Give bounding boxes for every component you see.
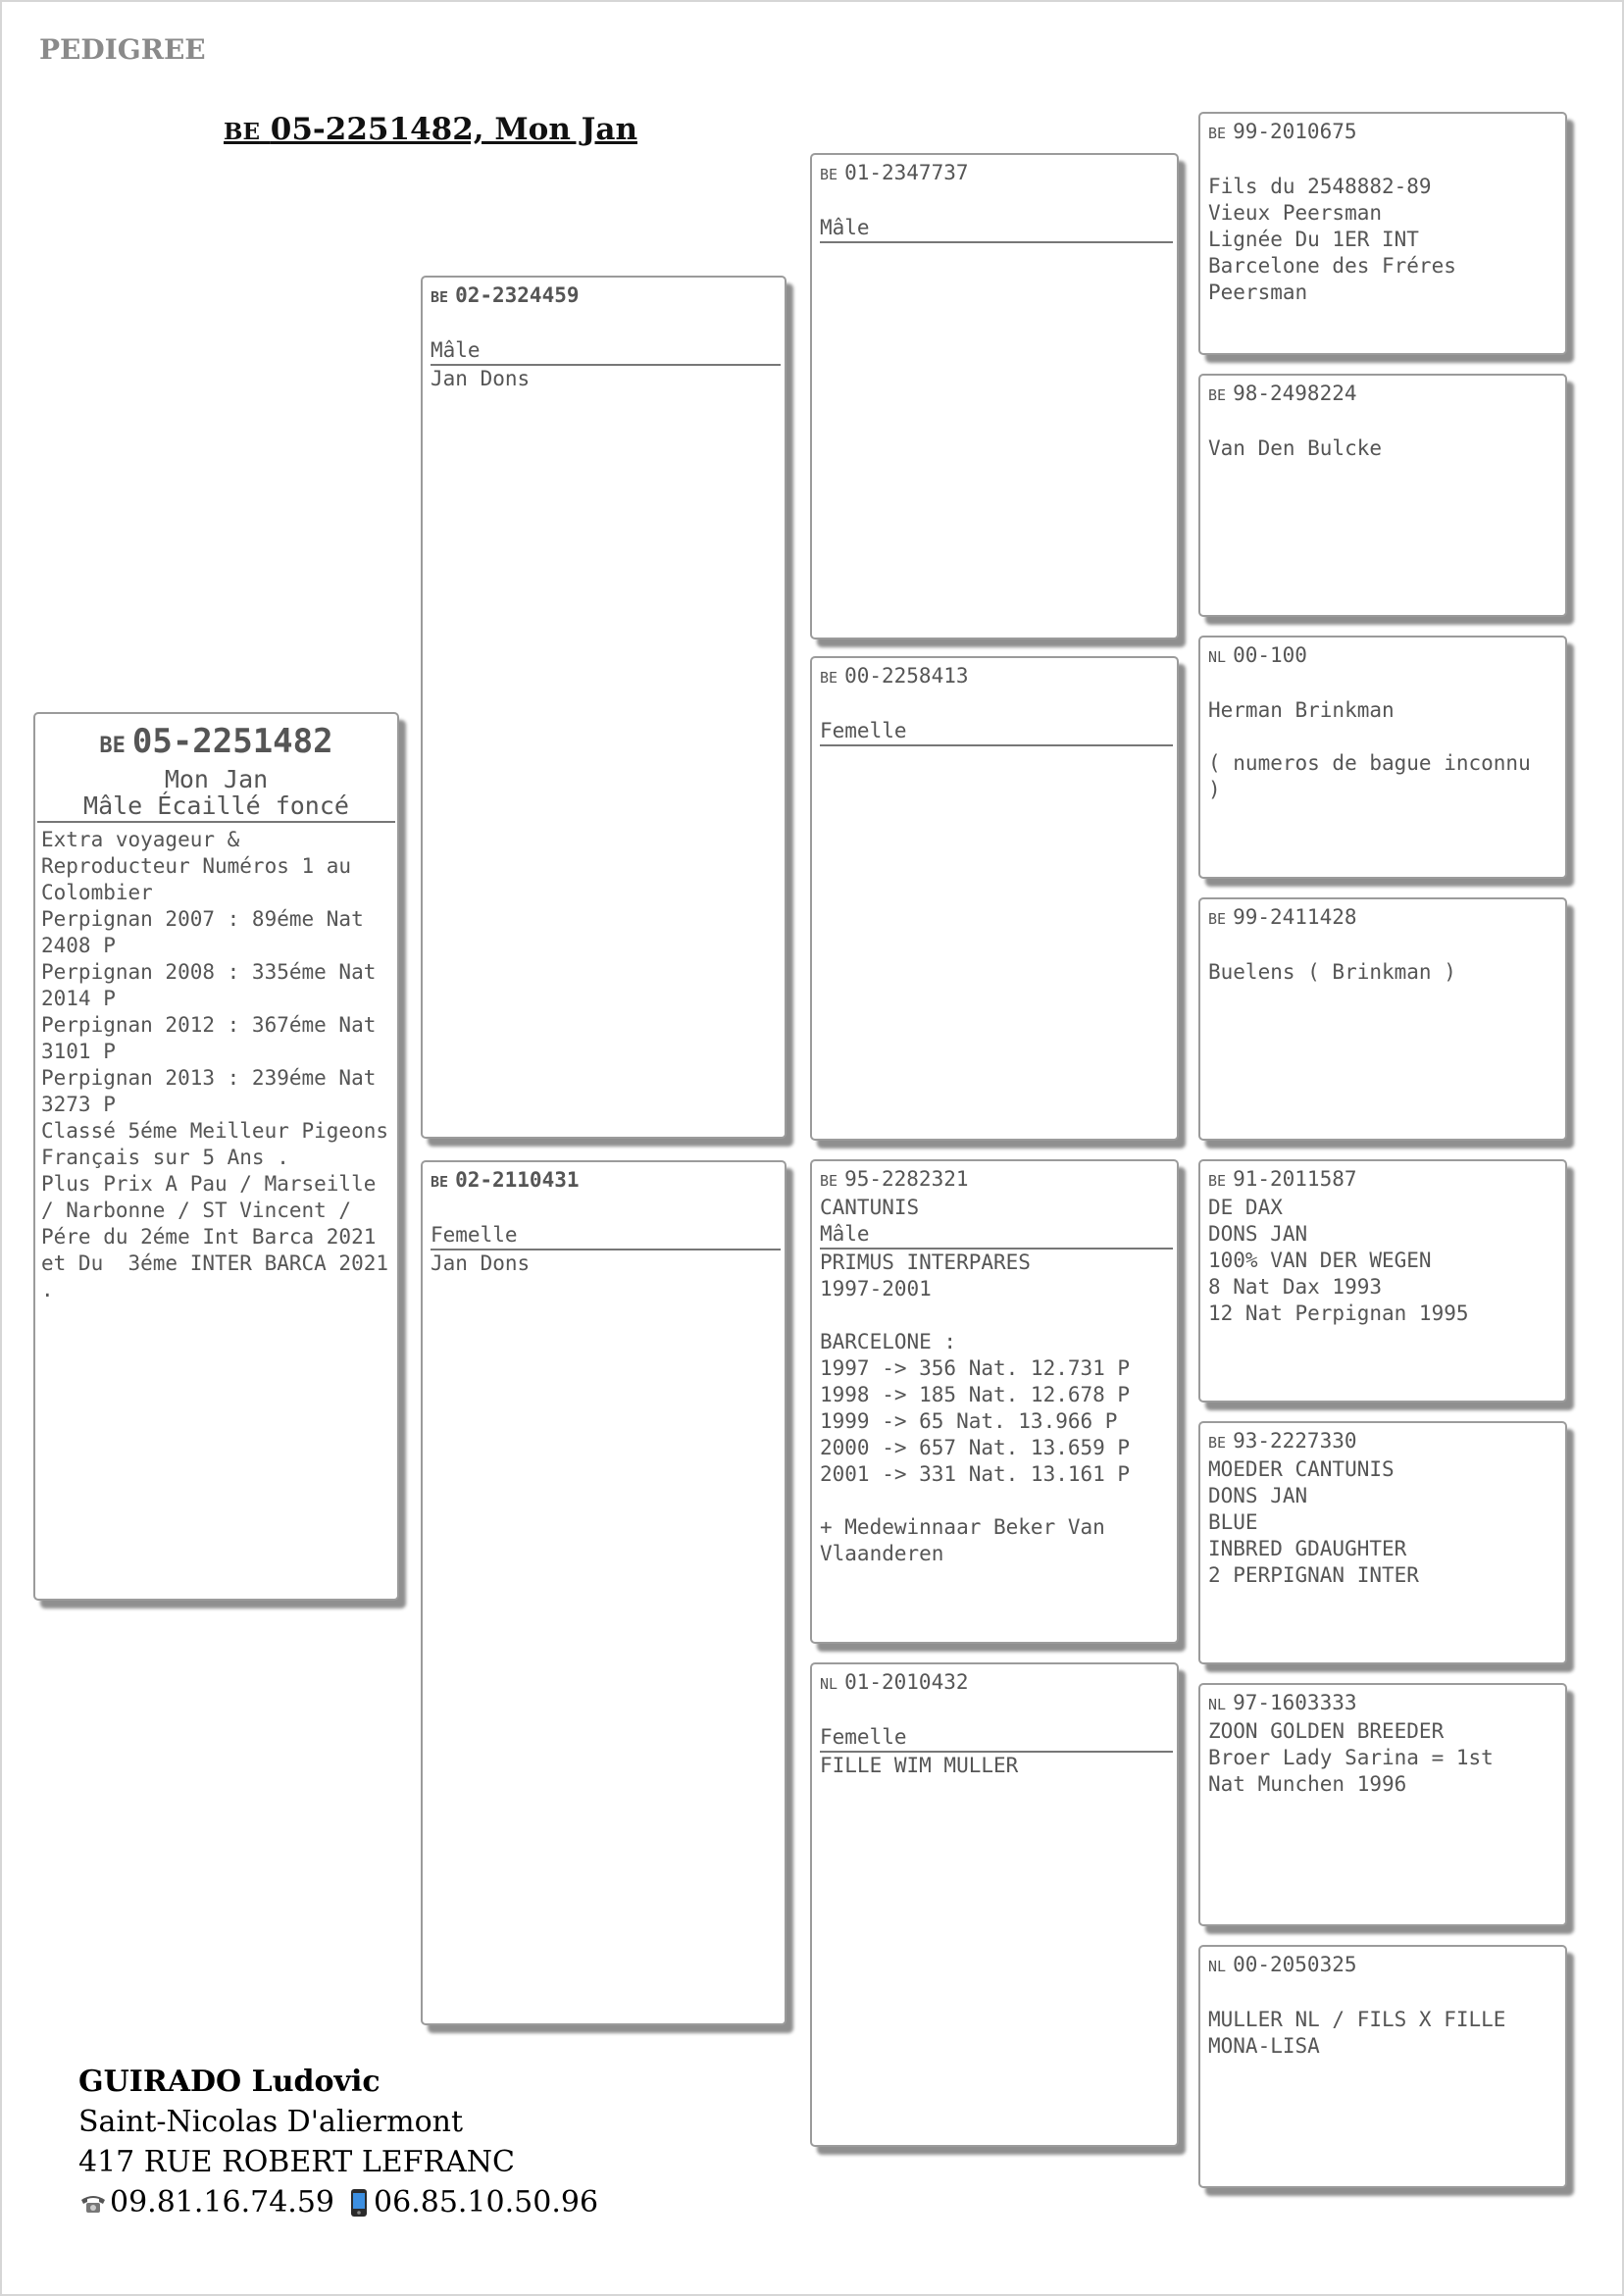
ggp-line: ( numeros de bague inconnu — [1208, 751, 1531, 775]
gsire2-line: + Medewinnaar Beker Van — [820, 1515, 1105, 1539]
sire-ring-number: 02-2324459 — [455, 283, 580, 307]
gsire2-pre-line: CANTUNIS — [820, 1196, 920, 1219]
ggp-ring-number: 00-100 — [1233, 643, 1307, 667]
ggp-country-code: NL — [1208, 1696, 1227, 1713]
mobile-phone-icon — [348, 2188, 370, 2218]
ggp-line: 8 Nat Dax 1993 — [1208, 1275, 1383, 1299]
ggp-ring-number: 99-2411428 — [1233, 905, 1357, 929]
ggp-country-code: BE — [1208, 1172, 1227, 1190]
ggp-line: Broer Lady Sarina = 1st — [1208, 1746, 1494, 1769]
gsire2-line: 1997 -> 356 Nat. 12.731 P — [820, 1356, 1131, 1380]
ggp-ring — [1208, 381, 1557, 409]
subject-country-code: BE — [99, 734, 126, 758]
dam-ring — [431, 1167, 777, 1196]
ggp-ring-number: 99-2010675 — [1233, 120, 1357, 143]
gsire2-ring-number: 95-2282321 — [844, 1167, 969, 1191]
ggp-country-code: BE — [1208, 386, 1227, 404]
great-grandparent-card — [1198, 1159, 1567, 1403]
ggp-line — [1208, 724, 1557, 750]
telephone-icon — [78, 2191, 108, 2215]
ggp-ring — [1208, 904, 1557, 933]
owner-phone: 09.81.16.74.59 — [110, 2185, 335, 2219]
owner-name: GUIRADO Ludovic — [78, 2065, 381, 2099]
gsire2-sex: Mâle — [820, 1221, 1173, 1250]
ggp-ring — [1208, 119, 1557, 147]
subject-name: Mon Jan — [164, 765, 269, 793]
ggp-ring — [1208, 1952, 1557, 1980]
great-grandparent-card — [1198, 1421, 1567, 1664]
ggp-line: ZOON GOLDEN BREEDER — [1208, 1719, 1445, 1743]
gsire2-line: 1997-2001 — [820, 1277, 932, 1301]
gsire2-line: 1999 -> 65 Nat. 13.966 P — [820, 1409, 1118, 1433]
ggp-line: DE DAX — [1208, 1196, 1283, 1219]
gdam2-ring-number: 01-2010432 — [844, 1670, 969, 1694]
sire-country-code: BE — [431, 288, 449, 306]
ggp-line: Barcelone des Fréres — [1208, 254, 1456, 278]
ggp-line: Nat Munchen 1996 — [1208, 1772, 1407, 1796]
ggp-line: Peersman — [1208, 281, 1308, 304]
great-grandparent-card — [1198, 1683, 1567, 1926]
ggp-country-code: BE — [1208, 910, 1227, 928]
page-heading: PEDIGREE — [39, 33, 206, 66]
ggp-country-code: BE — [1208, 125, 1227, 142]
gsire2-card — [810, 1159, 1179, 1644]
gsire2-lines — [820, 1250, 1169, 1567]
gdam2-ring — [820, 1669, 1169, 1698]
ggp-line: Vieux Peersman — [1208, 201, 1383, 225]
ggp-line: Herman Brinkman — [1208, 698, 1395, 722]
ggp-line: ) — [1208, 778, 1221, 801]
ggp-ring — [1208, 1690, 1557, 1718]
ggp-line: 100% VAN DER WEGEN — [1208, 1249, 1432, 1272]
gdam1-ring-number: 00-2258413 — [844, 664, 969, 688]
dam-line: Jan Dons — [431, 1251, 531, 1275]
sire-ring — [431, 282, 777, 311]
gsire1-card — [810, 153, 1179, 639]
ggp-line: Buelens ( Brinkman ) — [1208, 960, 1456, 984]
great-grandparent-card — [1198, 636, 1567, 879]
sire-card — [421, 276, 787, 1139]
dam-ring-number: 02-2110431 — [455, 1168, 580, 1192]
gsire2-line: PRIMUS INTERPARES — [820, 1250, 1031, 1274]
ggp-line: MONA-LISA — [1208, 2034, 1320, 2058]
gsire2-country-code: BE — [820, 1172, 838, 1190]
title-text: 05-2251482, Mon Jan — [270, 112, 637, 147]
gsire2-line: BARCELONE : — [820, 1330, 957, 1353]
ggp-ring — [1208, 1166, 1557, 1195]
ggp-ring-number: 98-2498224 — [1233, 382, 1357, 405]
ggp-country-code: BE — [1208, 1434, 1227, 1452]
gsire2-line: 2000 -> 657 Nat. 13.659 P — [820, 1436, 1131, 1459]
owner-block — [78, 2062, 598, 2222]
owner-phones — [78, 2182, 598, 2222]
ggp-ring-number: 93-2227330 — [1233, 1429, 1357, 1453]
great-grandparent-card — [1198, 112, 1567, 355]
owner-city: Saint-Nicolas D'aliermont — [78, 2105, 464, 2139]
ggp-country-code: NL — [1208, 1958, 1227, 1975]
ggp-line: MOEDER CANTUNIS — [1208, 1457, 1395, 1481]
ggp-line: Lignée Du 1ER INT — [1208, 228, 1419, 251]
gdam2-line: FILLE WIM MULLER — [820, 1754, 1019, 1777]
ggp-ring-number: 00-2050325 — [1233, 1953, 1357, 1976]
pedigree-title — [224, 112, 637, 147]
ggp-ring-number: 97-1603333 — [1233, 1691, 1357, 1714]
ggp-line: MULLER NL / FILS X FILLE — [1208, 2008, 1506, 2031]
subject-ring — [41, 722, 391, 766]
ggp-line: DONS JAN — [1208, 1222, 1308, 1246]
gsire1-ring-number: 01-2347737 — [844, 161, 969, 184]
great-grandparent-card — [1198, 897, 1567, 1141]
gsire2-line: 1998 -> 185 Nat. 12.678 P — [820, 1383, 1131, 1406]
ggp-ring-number: 91-2011587 — [1233, 1167, 1357, 1191]
ggp-line: BLUE — [1208, 1510, 1258, 1534]
gdam2-sex: Femelle — [820, 1724, 1173, 1753]
gdam1-card — [810, 656, 1179, 1141]
subject-ring-number: 05-2251482 — [131, 722, 333, 761]
gdam1-sex: Femelle — [820, 718, 1173, 746]
ggp-ring — [1208, 642, 1557, 671]
great-grandparent-card — [1198, 1945, 1567, 2188]
ggp-line: Van Den Bulcke — [1208, 436, 1383, 460]
ggp-line: DONS JAN — [1208, 1484, 1308, 1507]
gsire2-line — [820, 1302, 1169, 1329]
ggp-country-code: NL — [1208, 648, 1227, 666]
gsire2-line — [820, 1488, 1169, 1514]
dam-card — [421, 1160, 787, 2025]
ggp-line: 2 PERPIGNAN INTER — [1208, 1563, 1419, 1587]
ggp-line: INBRED GDAUGHTER — [1208, 1537, 1407, 1560]
subject-card — [33, 712, 399, 1601]
subject-sex-color: Mâle Écaillé foncé — [83, 791, 349, 820]
gdam1-ring — [820, 663, 1169, 691]
gdam2-country-code: NL — [820, 1675, 838, 1693]
dam-sex: Femelle — [431, 1222, 781, 1250]
ggp-line: Fils du 2548882-89 — [1208, 175, 1432, 198]
gdam1-country-code: BE — [820, 669, 838, 687]
great-grandparent-card — [1198, 374, 1567, 617]
gsire1-country-code: BE — [820, 166, 838, 183]
subject-description: Extra voyageur & Reproducteur Numéros 1 au Colombier Perpignan 2007 : 89éme Nat 2408 P Perpignan 2008 : 335éme Nat 2014 P Perpignan 2012 : 367éme Nat 3101 P Perpignan 2013 : 239éme Nat 3273 P Classé 5éme Meilleur Pigeons Français sur 5 Ans . Plus Prix A Pau / Marseille / Narbonne / ST Vincent / Pére du 2éme Int Barca 2021 et Du 3éme INTER BARCA 2021 . — [41, 828, 389, 1301]
sire-sex: Mâle — [431, 337, 781, 366]
dam-country-code: BE — [431, 1173, 449, 1191]
title-country-code: BE — [224, 119, 260, 145]
subject-separator — [37, 821, 395, 823]
owner-mobile: 06.85.10.50.96 — [374, 2185, 599, 2219]
gsire2-ring — [820, 1166, 1169, 1195]
gsire1-sex: Mâle — [820, 215, 1173, 243]
ggp-ring — [1208, 1428, 1557, 1456]
ggp-line: 12 Nat Perpignan 1995 — [1208, 1301, 1469, 1325]
gsire2-line: Vlaanderen — [820, 1542, 944, 1565]
gsire2-line: 2001 -> 331 Nat. 13.161 P — [820, 1462, 1131, 1486]
sire-line: Jan Dons — [431, 367, 531, 390]
owner-address: 417 RUE ROBERT LEFRANC — [78, 2145, 515, 2179]
gdam2-card — [810, 1662, 1179, 2147]
gsire1-ring — [820, 160, 1169, 188]
